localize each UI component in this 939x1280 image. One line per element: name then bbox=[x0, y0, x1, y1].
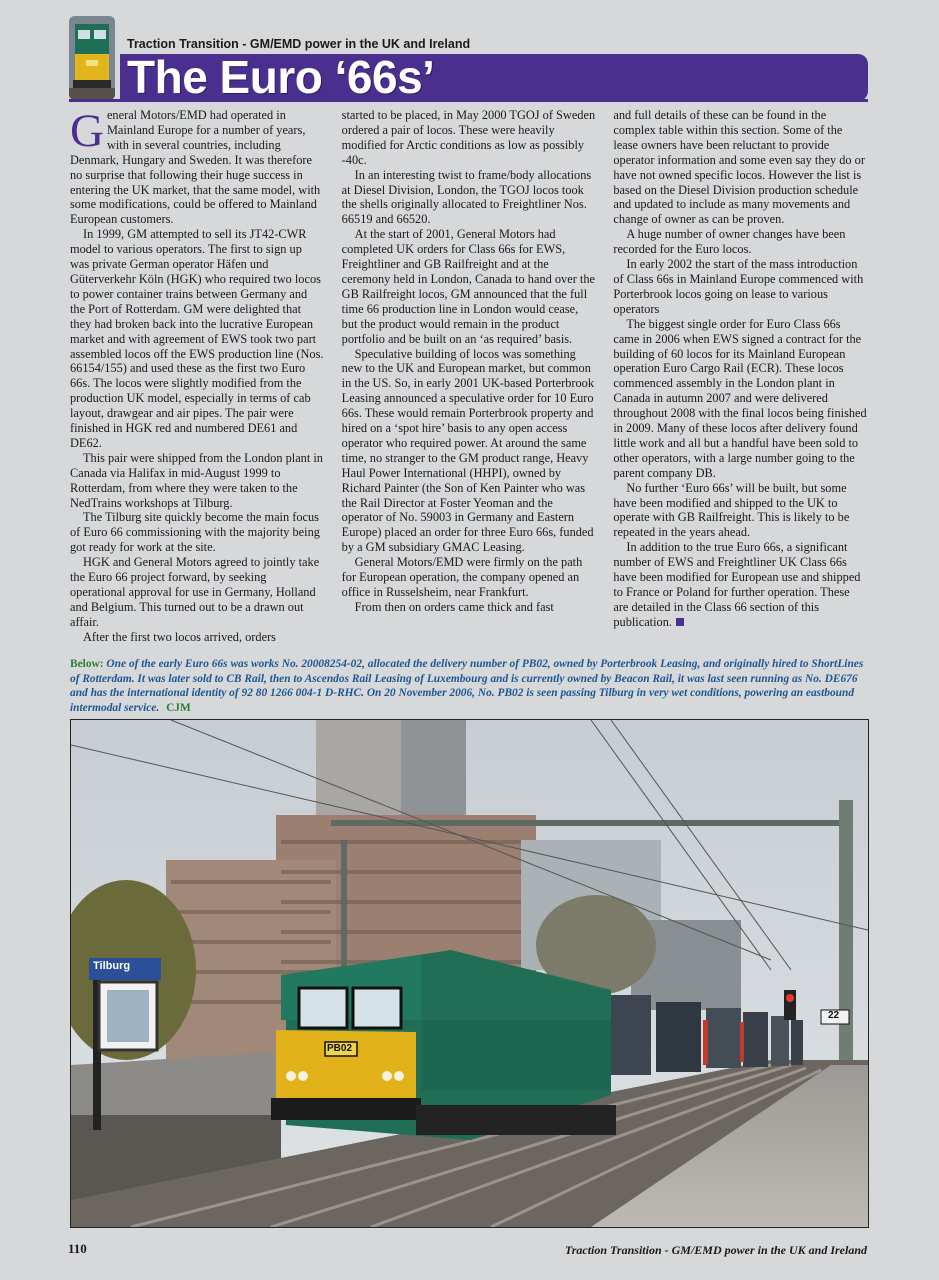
paragraph: Speculative building of locos was something new to the UK and European market, but common in the US. So, in early 2001 UK-based Porterbrook Leasing announced a speculative order for 10 Euro 66s. These would remain Porterbrook property and hired on a ‘spot hire’ basis to any open access operator who required power. At around the same time, no stranger to the GM product range, Heavy Haul Power International (HHPI), owned by Richard Painter (the Son of Ken Painter who was the Rail Director at Foster Yeoman and the operator of No. 59003 in Germany and Eastern Europe) placed an order for three Euro 66s, funded by a GM subsidiary GMAC Leasing. bbox=[341, 346, 594, 555]
station-sign-text: Tilburg bbox=[93, 960, 131, 972]
paragraph: In addition to the true Euro 66s, a significant number of EWS and Freightliner UK Class 66s have been modified for European use and shipped to France or Poland for further operation. These are detailed in the Class 66 section of this publication. bbox=[613, 540, 861, 629]
paragraph: The Tilburg site quickly become the main focus of Euro 66 commissioning with the majority being got ready for work at the site. bbox=[70, 510, 320, 555]
running-footer: Traction Transition - GM/EMD power in the UK and Ireland bbox=[564, 1243, 867, 1257]
paragraph: HGK and General Motors agreed to jointly take the Euro 66 project forward, by seeking operational approval for use in Germany, Holland and Belgium. This turned out to be a drawn out affair. bbox=[70, 555, 320, 629]
paragraph: This pair were shipped from the London plant in Canada via Halifax in mid-August 1999 to Rotterdam, from where they were taken to the NedTrains workshops at Tilburg. bbox=[70, 450, 323, 510]
locomotive-number-plate: PB02 bbox=[327, 1043, 353, 1054]
paragraph: After the first two locos arrived, orders bbox=[83, 629, 276, 644]
paragraph: and full details of these can be found in the complex table within this section. Some of the lease owners have been reluctant to provide operator information and some even say they do or have not owned specific locos. However the list is based on the Diesel Division production schedule and updated to include as many movements and change of owner as can be proven. bbox=[613, 108, 865, 227]
column-3 bbox=[613, 108, 867, 653]
paragraph: No further ‘Euro 66s’ will be built, but some have been modified and shipped to the UK to operate with GB Railfreight. This is likely to be repeated in the years ahead. bbox=[613, 480, 850, 540]
caption-text: One of the early Euro 66s was works No. 20008254-02, allocated the delivery number of PB02, owned by Porterbrook Leasing, and originally hired to ShortLines of Rotterdam. It was later sold to CB Rail, then to Ascendos Rail Leasing of Luxembourg and is currently owned by Beacon Rail, it was last seen running as No. DE676 and has the international identity of 92 80 1266 004-1 D-RHC. On 20 November 2006, No. PB02 is seen passing Tilburg in very wet conditions, powering an eastbound intermodal service. bbox=[70, 658, 864, 714]
article-body bbox=[70, 105, 867, 653]
locomotive-photo bbox=[70, 719, 869, 1228]
paragraph: A huge number of owner changes have been recorded for the Euro locos. bbox=[613, 227, 846, 257]
column-2 bbox=[342, 108, 596, 653]
paragraph: In an interesting twist to frame/body allocations at Diesel Division, London, the TGOJ locos took the shells originally allocated to Freightliner Nos. 66519 and 66520. bbox=[341, 167, 592, 227]
page-number: 110 bbox=[68, 1241, 87, 1256]
paragraph: started to be placed, in May 2000 TGOJ of Sweden ordered a pair of locos. These were heavily modified for Arctic conditions as low as possibly -40c. bbox=[341, 108, 596, 167]
paragraph: In 1999, GM attempted to sell its JT42-CWR model to various operators. The first to sign up was private German operator Häfen und Güterverkehr Köln (HGK) who required two locos to power container trains between Germany and the Port of Rotterdam. GM were delighted that they had broken back into the lucrative European market and with agreement of EWS took two part assembled locos off the EWS production line (Nos. 66154/155) and used these as the first two Euro 66s. The locos were slightly modified from the production UK model, especially in terms of cab layout, drawgear and air pipes. The pair were finished in HGK red and numbered DE61 and DE62. bbox=[70, 227, 324, 450]
column-1 bbox=[70, 105, 324, 653]
caption-label: Below: bbox=[70, 658, 104, 670]
page-title: The Euro ‘66s’ bbox=[127, 51, 435, 103]
paragraph: General Motors/EMD were firmly on the path for European operation, the company opened an office in Russelsheim, near Frankfurt. bbox=[341, 555, 583, 599]
header-thumbnail-locomotive bbox=[69, 16, 115, 100]
photo-caption bbox=[70, 657, 867, 715]
platform-marker-sign: 22 bbox=[828, 1010, 840, 1021]
paragraph: General Motors/EMD had operated in Mainland Europe for a number of years, with in several countries, including Denmark, Hungary and Sweden. It was therefore no surprise that following their huge success in entering the UK market, that the same model, with some modifications, could be offered to Mainland European customers. bbox=[70, 105, 321, 227]
end-of-article-marker bbox=[676, 618, 684, 626]
drop-cap: G bbox=[70, 105, 104, 157]
paragraph: At the start of 2001, General Motors had completed UK orders for Class 66s for EWS, Freightliner and GB Railfreight and at the ceremony held in London, Canada to hand over the GB Railfreight locos, GM announced that the full time 66 production line in London would cease, but the product would remain in the product portfolio and be built on an ‘as required’ basis. bbox=[341, 227, 595, 346]
paragraph: From then on orders came thick and fast bbox=[354, 599, 554, 614]
paragraph: The biggest single order for Euro Class 66s came in 2006 when EWS signed a contract for the building of 60 locos for its Mainland European operation Euro Cargo Rail (ECR). These locos commenced assembly in the London plant in Canada in autumn 2007 and were delivered throughout 2008 with the final locos being finished in 2009. Many of these locos after delivery found little work and all but a handful have been sold to other operators, with a large number going to the parent company DB. bbox=[613, 316, 867, 480]
series-title: Traction Transition - GM/EMD power in the UK and Ireland bbox=[127, 37, 471, 51]
photo-credit: CJM bbox=[166, 701, 191, 714]
paragraph: In early 2002 the start of the mass introduction of Class 66s in Mainland Europe commenced with Porterbrook locos going on lease to various operators bbox=[613, 257, 864, 316]
